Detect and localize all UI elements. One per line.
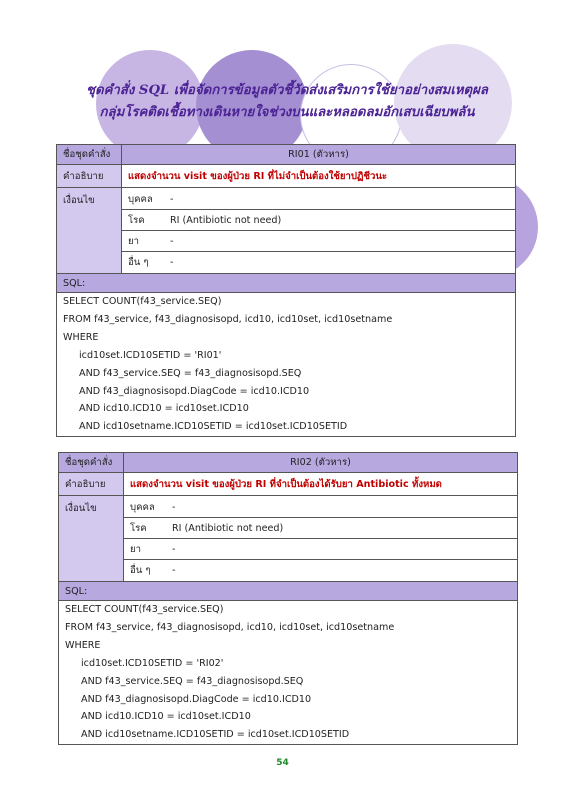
description-row (57, 165, 516, 188)
query-name: RI02 (ตัวหาร) (124, 453, 518, 473)
other-label: อื่น ๆ (128, 256, 149, 268)
query-header-row (57, 145, 516, 165)
sql-label: SQL: (57, 274, 516, 293)
condition-row (59, 496, 518, 582)
page-title (42, 80, 532, 124)
title-line-2: กลุ่มโรคติดเชื้อทางเดินหายใจช่วงบนและหลอดลมอักเสบเฉียบพลัน (99, 105, 475, 120)
drug-value: - (166, 539, 517, 560)
description-value: แสดงจำนวน visit ของผู้ป่วย RI ที่จำเป็นต้องได้รับยา Antibiotic ทั้งหมด (124, 473, 518, 496)
other-label: อื่น ๆ (130, 564, 151, 576)
condition-label: เงื่อนไข (59, 496, 124, 582)
sql-line: FROM f43_service, f43_diagnosisopd, icd10, icd10set, icd10setname (65, 621, 395, 633)
title-line-1: ชุดคำสั่ง SQL เพื่อจัดการข้อมูลตัวชี้วัดส่งเสริมการใช้ยาอย่างสมเหตุผล (86, 83, 488, 98)
sql-code (57, 293, 516, 437)
sql-line: FROM f43_service, f43_diagnosisopd, icd10, icd10set, icd10setname (63, 313, 393, 325)
disease-value: RI (Antibiotic not need) (164, 210, 515, 231)
set-name-label: ชื่อชุดคำสั่ง (59, 453, 124, 473)
sql-line: AND icd10.ICD10 = icd10set.ICD10 (81, 711, 251, 723)
sql-line: icd10set.ICD10SETID = 'RI01' (79, 349, 222, 361)
sql-row (57, 293, 516, 437)
sql-line: AND icd10setname.ICD10SETID = icd10set.ICD10SETID (81, 729, 350, 741)
disease-label: โรค (124, 518, 166, 539)
sql-line: WHERE (63, 331, 99, 343)
sql-line: AND icd10setname.ICD10SETID = icd10set.ICD10SETID (79, 421, 348, 433)
disease-value: RI (Antibiotic not need) (166, 518, 517, 539)
query-table-ri01 (56, 144, 516, 437)
person-label: บุคคล (124, 497, 166, 518)
condition-cell (122, 188, 516, 274)
set-name-label: ชื่อชุดคำสั่ง (57, 145, 122, 165)
person-value: - (166, 497, 517, 518)
description-label: คำอธิบาย (57, 165, 122, 188)
sql-line: SELECT COUNT(f43_service.SEQ) (65, 604, 224, 615)
condition-table (122, 189, 515, 272)
query-header-row (59, 453, 518, 473)
sql-line: SELECT COUNT(f43_service.SEQ) (63, 296, 222, 307)
condition-cell (124, 496, 518, 582)
sql-label: SQL: (59, 582, 518, 601)
sql-header-row (57, 274, 516, 293)
condition-table (124, 497, 517, 580)
condition-label: เงื่อนไข (57, 188, 122, 274)
sql-line: icd10set.ICD10SETID = 'RI02' (81, 657, 224, 669)
other-value: - (172, 564, 176, 576)
disease-label: โรค (122, 210, 164, 231)
sql-code (59, 601, 518, 745)
sql-line: AND f43_service.SEQ = f43_diagnosisopd.SEQ (79, 367, 302, 379)
description-label: คำอธิบาย (59, 473, 124, 496)
person-value: - (164, 189, 515, 210)
query-name: RI01 (ตัวหาร) (122, 145, 516, 165)
sql-line: AND f43_diagnosisopd.DiagCode = icd10.ICD10 (81, 693, 312, 705)
sql-row (59, 601, 518, 745)
drug-label: ยา (124, 539, 166, 560)
condition-row (57, 188, 516, 274)
person-label: บุคคล (122, 189, 164, 210)
sql-line: AND icd10.ICD10 = icd10set.ICD10 (79, 403, 249, 415)
sql-header-row (59, 582, 518, 601)
description-value: แสดงจำนวน visit ของผู้ป่วย RI ที่ไม่จำเป็นต้องใช้ยาปฏิชีวนะ (122, 165, 516, 188)
other-value: - (170, 256, 174, 268)
sql-line: AND f43_service.SEQ = f43_diagnosisopd.SEQ (81, 675, 304, 687)
drug-label: ยา (122, 231, 164, 252)
page-number: 54 (276, 758, 289, 768)
drug-value: - (164, 231, 515, 252)
description-row (59, 473, 518, 496)
query-table-ri02 (58, 452, 518, 745)
sql-line: AND f43_diagnosisopd.DiagCode = icd10.ICD10 (79, 385, 310, 397)
sql-line: WHERE (65, 639, 101, 651)
